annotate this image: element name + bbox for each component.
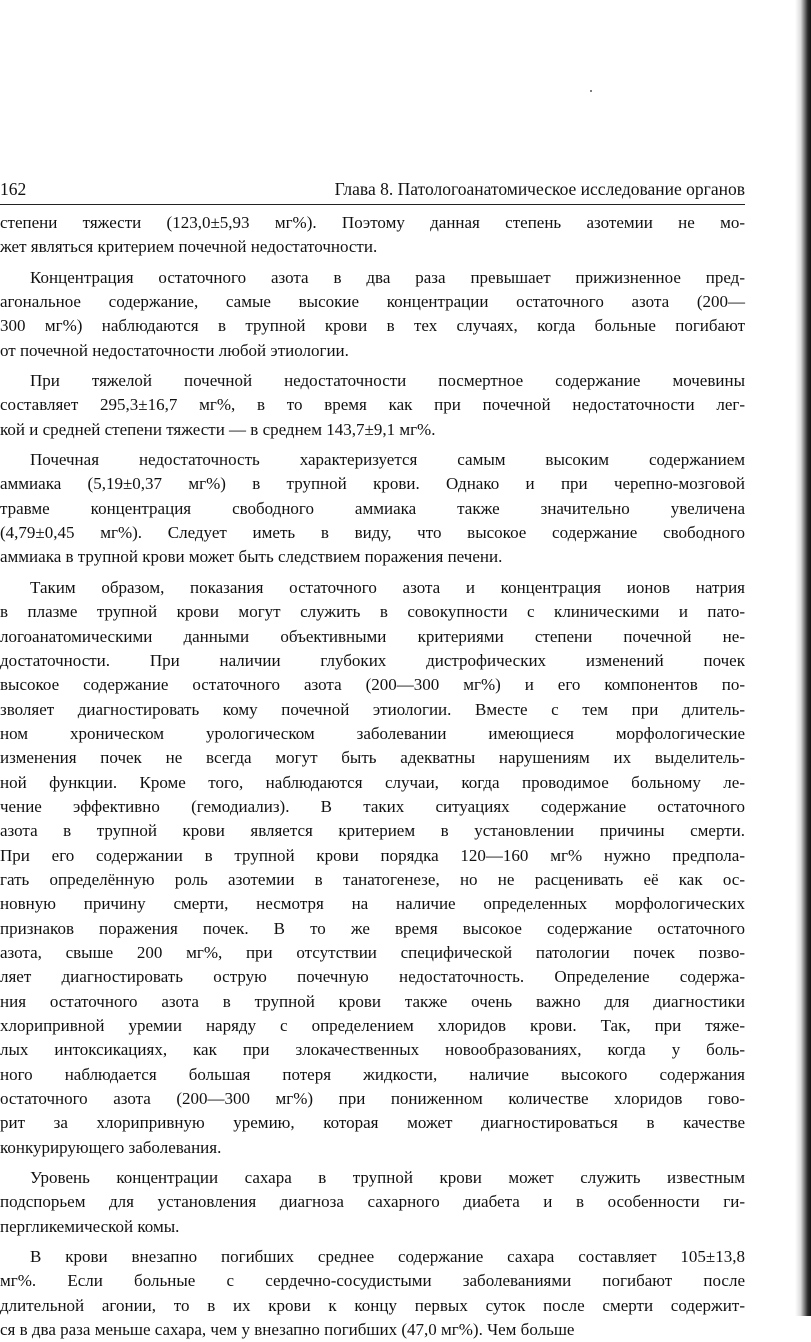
paragraph bbox=[0, 211, 745, 260]
text-line: подспорьем для установления диагноза сахарного диабета и в особенности ги- bbox=[0, 1192, 745, 1212]
text-line: Таким образом, показания остаточного азота и концентрация ионов натрия bbox=[30, 577, 745, 597]
text-line: зволяет диагностировать кому почечной этиологии. Вместе с тем при длитель- bbox=[0, 699, 745, 719]
text-line: В крови внезапно погибших среднее содержание сахара составляет 105±13,8 bbox=[30, 1247, 745, 1267]
paragraph bbox=[0, 448, 745, 570]
text-line: признаков поражения почек. В то же время высокое содержание остаточного bbox=[0, 918, 745, 938]
text-line: мг%. Если больные с сердечно-сосудистыми заболеваниями погибают после bbox=[0, 1271, 745, 1291]
text-line: в плазме трупной крови могут служить в совокупности с клиническими и пато- bbox=[0, 602, 745, 622]
text-line: ляет диагностировать острую почечную недостаточность. Определение содержа- bbox=[0, 967, 745, 987]
body-text bbox=[0, 211, 745, 1340]
header-rule bbox=[0, 204, 745, 205]
text-line: При тяжелой почечной недостаточности посмертное содержание мочевины bbox=[30, 371, 745, 391]
text-line: составляет 295,3±16,7 мг%, в то время как при почечной недостаточности лег- bbox=[0, 395, 745, 415]
text-line: При его содержании в трупной крови порядка 120—160 мг% нужно предпола- bbox=[0, 845, 745, 865]
text-line: логоанатомическими данными объективными критериями степени почечной не- bbox=[0, 626, 745, 646]
text-line: пергликемической комы. bbox=[0, 1216, 180, 1236]
scan-speck bbox=[590, 90, 592, 92]
running-title: Глава 8. Патологоанатомическое исследование органов bbox=[334, 179, 745, 199]
paragraph bbox=[0, 369, 745, 442]
text-line: аммиака (5,19±0,37 мг%) в трупной крови. Однако и при черепно-мозговой bbox=[0, 474, 745, 494]
paragraph bbox=[0, 1245, 745, 1342]
text-line: Почечная недостаточность характеризуется самым высоким содержанием bbox=[30, 450, 745, 470]
paragraph bbox=[0, 266, 745, 363]
paragraph bbox=[0, 576, 745, 1160]
text-line: достаточности. При наличии глубоких дистрофических изменений почек bbox=[0, 650, 745, 670]
text-line: азота в трупной крови является критерием в установлении причины смерти. bbox=[0, 821, 745, 841]
paragraph bbox=[0, 1166, 745, 1239]
text-line: рит за хлорипривную уремию, которая может диагностироваться в качестве bbox=[0, 1113, 745, 1133]
text-line: чение эффективно (гемодиализ). В таких ситуациях содержание остаточного bbox=[0, 796, 745, 816]
text-line: (4,79±0,45 мг%). Следует иметь в виду, что высокое содержание свободного bbox=[0, 523, 745, 543]
text-line: травме концентрация свободного аммиака также значительно увеличена bbox=[0, 498, 745, 518]
text-line: от почечной недостаточности любой этиологии. bbox=[0, 340, 349, 360]
text-line: агональное содержание, самые высокие концентрации остаточного азота (200— bbox=[0, 292, 745, 312]
text-line: конкурирующего заболевания. bbox=[0, 1137, 222, 1157]
text-line: кой и средней степени тяжести — в среднем 143,7±9,1 мг%. bbox=[0, 419, 436, 439]
page-number: 162 bbox=[0, 179, 27, 199]
text-line: остаточного азота (200—300 мг%) при пониженном количестве хлоридов гово- bbox=[0, 1089, 745, 1109]
text-line: гать определённую роль азотемии в танатогенезе, но не расценивать её как ос- bbox=[0, 869, 745, 889]
text-line: 300 мг%) наблюдаются в трупной крови в тех случаях, когда больные погибают bbox=[0, 316, 745, 336]
text-line: аммиака в трупной крови может быть следствием поражения печени. bbox=[0, 547, 503, 567]
text-line: длительной агонии, то в их крови к концу первых суток после смерти содержит- bbox=[0, 1295, 745, 1315]
text-line: ния остаточного азота в трупной крови также очень важно для диагностики bbox=[0, 991, 745, 1011]
page-header bbox=[0, 176, 745, 202]
text-line: изменения почек не всегда могут быть адекватны нарушениям их выделитель- bbox=[0, 748, 745, 768]
text-line: Уровень концентрации сахара в трупной крови может служить известным bbox=[30, 1168, 745, 1188]
text-line: ной функции. Кроме того, наблюдаются случаи, когда проводимое больному ле- bbox=[0, 772, 745, 792]
text-line: ся в два раза меньше сахара, чем у внезапно погибших (47,0 мг%). Чем больше bbox=[0, 1320, 575, 1340]
text-line: новную причину смерти, несмотря на наличие определенных морфологических bbox=[0, 894, 745, 914]
text-line: жет являться критерием почечной недостаточности. bbox=[0, 237, 378, 257]
text-line: степени тяжести (123,0±5,93 мг%). Поэтому данная степень азотемии не мо- bbox=[0, 213, 745, 232]
text-line: высокое содержание остаточного азота (200—300 мг%) и его компонентов по- bbox=[0, 675, 745, 695]
page-edge-shadow bbox=[795, 0, 811, 1316]
text-line: хлорипривной уремии наряду с определением хлоридов крови. Так, при тяже- bbox=[0, 1016, 745, 1035]
text-line: азота, свыше 200 мг%, при отсутствии специфической патологии почек позво- bbox=[0, 942, 745, 962]
text-line: ном хроническом урологическом заболевании имеющиеся морфологические bbox=[0, 723, 745, 743]
text-line: Концентрация остаточного азота в два раза превышает прижизненное пред- bbox=[30, 267, 745, 287]
text-line: лых интоксикациях, как при злокачественных новообразованиях, когда у боль- bbox=[0, 1040, 745, 1060]
text-line: ного наблюдается большая потеря жидкости, наличие высокого содержания bbox=[0, 1064, 745, 1084]
